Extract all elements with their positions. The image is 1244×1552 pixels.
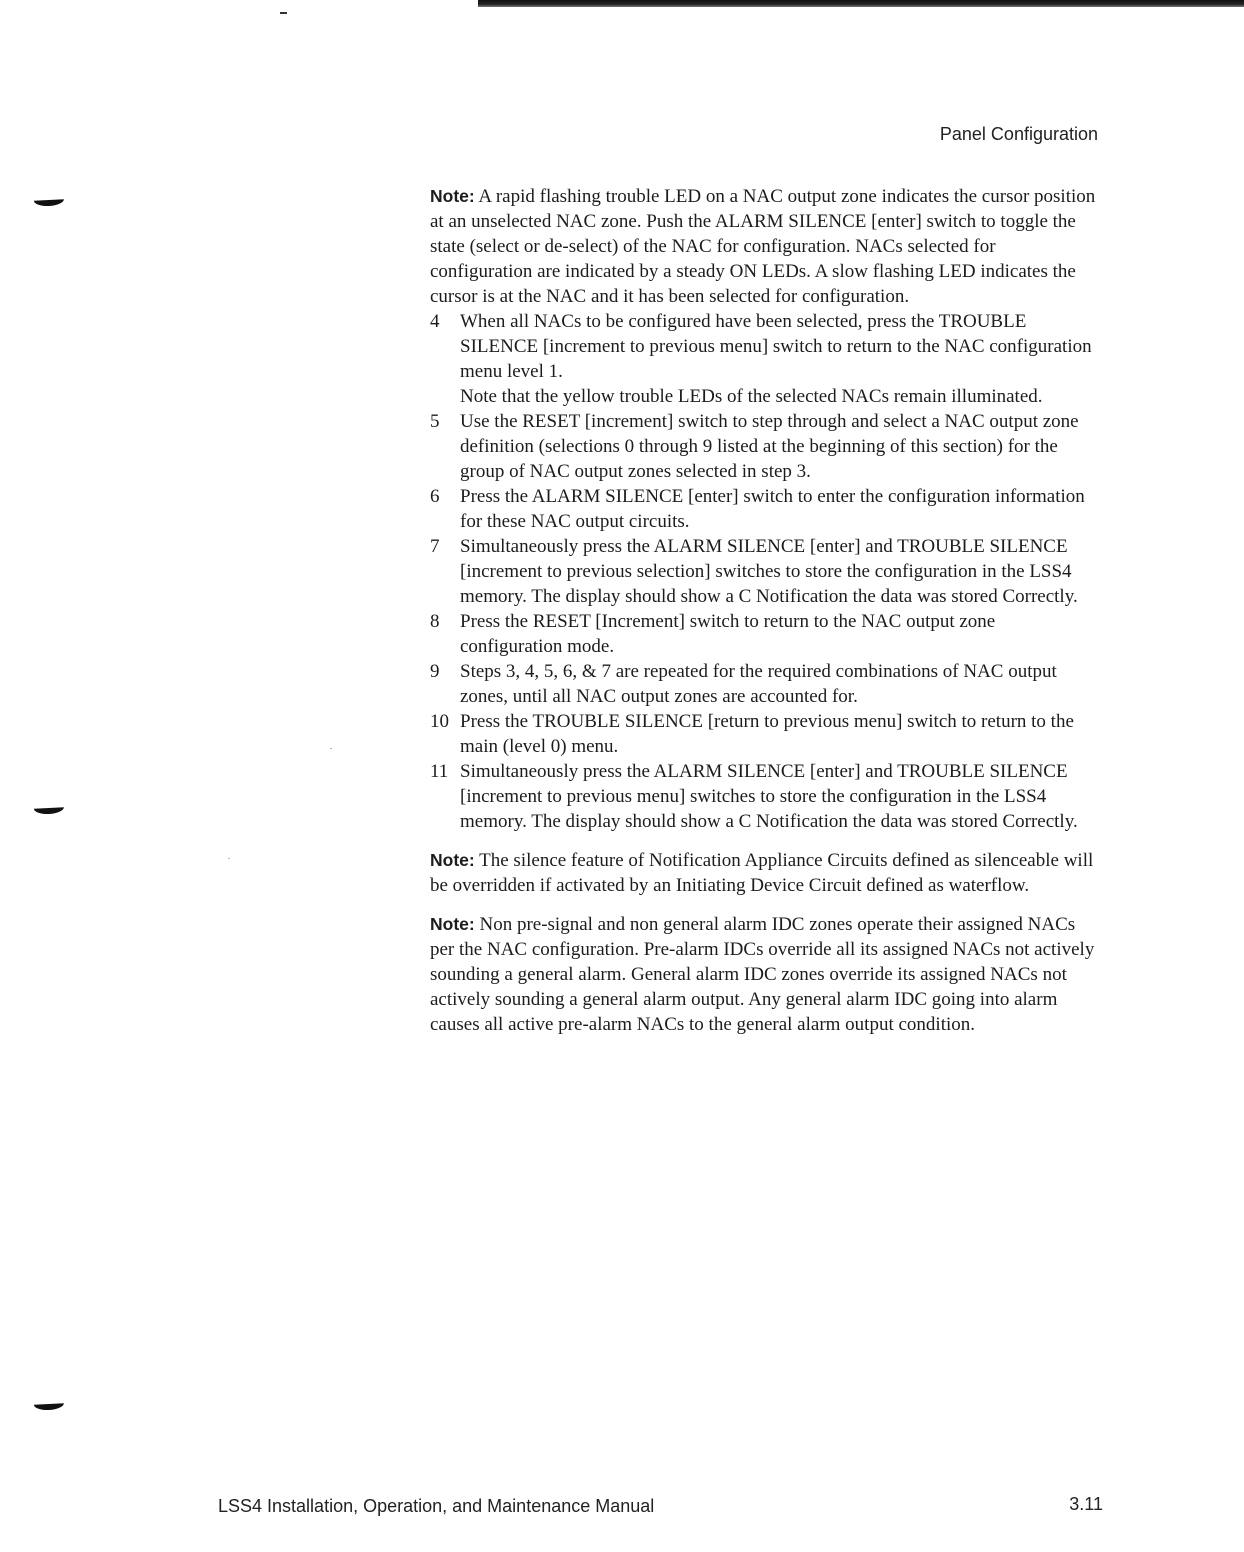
footer-manual-title: LSS4 Installation, Operation, and Maintenance Manual — [218, 1496, 655, 1516]
note-text: The silence feature of Notification Appliance Circuits defined as silenceable will be overridden if activated by an Initiating Device Circuit defined as waterflow. — [430, 850, 1094, 896]
step-8 — [430, 609, 1102, 659]
step-number: 11 — [430, 761, 449, 782]
step-text: When all NACs to be configured have been selected, press the TROUBLE SILENCE [increment to previous menu] switch to return to the NAC configuration menu level 1. — [460, 311, 1092, 382]
step-text: Simultaneously press the ALARM SILENCE [enter] and TROUBLE SILENCE [increment to previous selection] switches to store the configuration in the LSS4 memory. The display should show a C Notification the data was stored Correctly. — [460, 536, 1078, 607]
step-9 — [430, 659, 1102, 709]
footer-page-number: 3.11 — [1069, 1494, 1103, 1514]
scan-speck — [330, 748, 332, 749]
step-7 — [430, 534, 1102, 609]
step-number: 5 — [430, 411, 440, 432]
step-number: 10 — [430, 711, 449, 732]
step-number: 7 — [430, 536, 440, 557]
note-cursor-leds — [430, 184, 1102, 309]
step-4 — [430, 309, 1102, 409]
step-10 — [430, 709, 1102, 759]
step-subnote: Note that the yellow trouble LEDs of the selected NACs remain illuminated. — [460, 386, 1043, 407]
binder-punch-mark — [34, 807, 64, 815]
step-5 — [430, 409, 1102, 484]
step-text: Press the TROUBLE SILENCE [return to previous menu] switch to return to the main (level 0) menu. — [460, 711, 1074, 757]
binder-punch-mark — [34, 199, 64, 207]
scan-speck — [228, 858, 230, 859]
step-text: Steps 3, 4, 5, 6, & 7 are repeated for the required combinations of NAC output zones, until all NAC output zones are accounted for. — [460, 661, 1057, 707]
note-label: Note: — [430, 850, 475, 870]
scan-tick-mark — [280, 12, 287, 14]
note-presignal-zones — [430, 912, 1102, 1037]
step-11 — [430, 759, 1102, 834]
step-text: Press the ALARM SILENCE [enter] switch to enter the configuration information for these NAC output circuits. — [460, 486, 1085, 532]
step-text: Press the RESET [Increment] switch to return to the NAC output zone configuration mode. — [460, 611, 996, 657]
configuration-steps — [430, 309, 1102, 834]
step-number: 6 — [430, 486, 440, 507]
note-text: Non pre-signal and non general alarm IDC zones operate their assigned NACs per the NAC configuration. Pre-alarm IDCs override all its assigned NACs not actively sounding a general alarm. General alarm IDC zones override its assigned NACs not actively sounding a general alarm output. Any general alarm IDC going into alarm causes all active pre-alarm NACs to the general alarm output condition. — [430, 914, 1095, 1035]
note-label: Note: — [430, 186, 475, 206]
note-text: A rapid flashing trouble LED on a NAC output zone indicates the cursor position at an unselected NAC zone. Push the ALARM SILENCE [enter] switch to toggle the state (select or de-select) of the NAC for configuration. NACs selected for configuration are indicated by a steady ON LEDs. A slow flashing LED indicates the cursor is at the NAC and it has been selected for configuration. — [430, 186, 1096, 307]
step-text: Use the RESET [increment] switch to step through and select a NAC output zone definition (selections 0 through 9 listed at the beginning of this section) for the group of NAC output zones selected in step 3. — [460, 411, 1079, 482]
note-silence-override — [430, 848, 1102, 898]
scan-top-edge — [478, 0, 1244, 7]
step-number: 8 — [430, 611, 440, 632]
step-number: 4 — [430, 311, 440, 332]
step-6 — [430, 484, 1102, 534]
binder-punch-mark — [34, 1403, 64, 1411]
step-number: 9 — [430, 661, 440, 682]
step-text: Simultaneously press the ALARM SILENCE [enter] and TROUBLE SILENCE [increment to previous menu] switches to store the configuration in the LSS4 memory. The display should show a C Notification the data was stored Correctly. — [460, 761, 1078, 832]
page-body — [430, 184, 1102, 1037]
note-label: Note: — [430, 914, 475, 934]
running-header: Panel Configuration — [939, 124, 1098, 144]
